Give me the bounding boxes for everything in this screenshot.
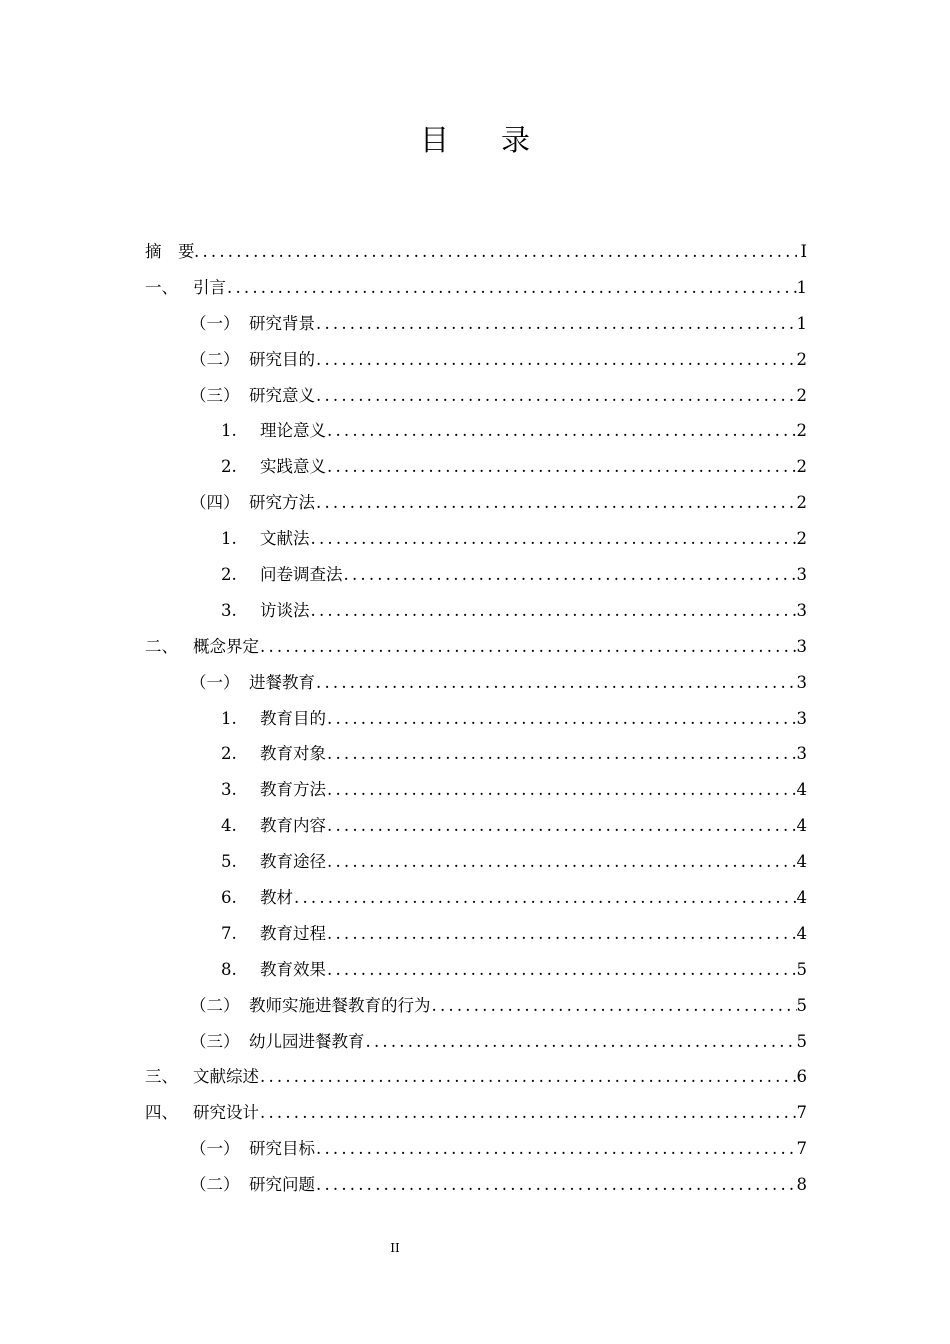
toc-dot-leader bbox=[315, 342, 797, 378]
toc-entry-page: 3 bbox=[796, 672, 807, 692]
toc-entry[interactable] bbox=[145, 701, 807, 737]
toc-entry-number: 5. bbox=[221, 852, 237, 872]
toc-entry-number: （一） bbox=[190, 1139, 240, 1159]
toc-entry[interactable] bbox=[145, 557, 807, 593]
toc-entry-page: 3 bbox=[796, 744, 807, 764]
toc-entry[interactable] bbox=[145, 1024, 807, 1060]
toc-entry[interactable] bbox=[145, 952, 807, 988]
toc-entry-number: （二） bbox=[190, 349, 240, 369]
toc-entry-page: 3 bbox=[796, 600, 807, 620]
toc-dot-leader bbox=[315, 665, 797, 701]
toc-entry-label: 实践意义 bbox=[260, 457, 326, 477]
page-title: 目录 bbox=[419, 123, 582, 157]
toc-dot-leader bbox=[315, 1167, 797, 1203]
toc-entry[interactable] bbox=[145, 988, 807, 1024]
toc-entry[interactable] bbox=[145, 1059, 807, 1095]
toc-dot-leader bbox=[431, 988, 797, 1024]
toc-entry-label: 研究目标 bbox=[249, 1139, 315, 1159]
toc-entry-page: 7 bbox=[796, 1139, 807, 1159]
toc-entry-label: 访谈法 bbox=[260, 600, 310, 620]
toc-entry-page: 2 bbox=[796, 493, 807, 513]
toc-entry-label: 幼儿园进餐教育 bbox=[249, 1031, 365, 1051]
toc-entry-label: 教育途径 bbox=[260, 852, 326, 872]
toc-entry[interactable] bbox=[145, 1167, 807, 1203]
toc-entry-page: 2 bbox=[796, 385, 807, 405]
toc-entry[interactable] bbox=[145, 1095, 807, 1131]
toc-dot-leader bbox=[315, 378, 797, 414]
toc-entry[interactable] bbox=[145, 342, 807, 378]
toc-entry[interactable] bbox=[145, 844, 807, 880]
toc-entry-page: 3 bbox=[796, 565, 807, 585]
toc-entry-page: 2 bbox=[796, 457, 807, 477]
page-number: II bbox=[390, 1241, 400, 1255]
toc-entry-page: 2 bbox=[796, 421, 807, 441]
toc-entry-label: 问卷调查法 bbox=[260, 565, 343, 585]
toc-entry-page: 4 bbox=[796, 852, 807, 872]
toc-dot-leader bbox=[326, 413, 797, 449]
toc-entry-number: （二） bbox=[190, 1175, 240, 1195]
toc-dot-leader bbox=[315, 1131, 797, 1167]
table-of-contents bbox=[145, 234, 807, 1203]
toc-entry-label: 教育方法 bbox=[260, 780, 326, 800]
toc-dot-leader bbox=[365, 1024, 797, 1060]
toc-entry-page: 5 bbox=[796, 995, 807, 1015]
toc-entry-number: （一） bbox=[190, 672, 240, 692]
toc-entry-number: 3. bbox=[221, 780, 237, 800]
toc-entry-number: （三） bbox=[190, 385, 240, 405]
toc-entry-number: 三、 bbox=[145, 1067, 178, 1087]
toc-dot-leader bbox=[310, 593, 797, 629]
toc-entry-label: 教育效果 bbox=[260, 959, 326, 979]
toc-entry-label: 教材 bbox=[260, 888, 293, 908]
toc-dot-leader bbox=[293, 880, 797, 916]
toc-entry-page: 4 bbox=[796, 780, 807, 800]
toc-dot-leader bbox=[226, 270, 797, 306]
toc-entry[interactable] bbox=[145, 378, 807, 414]
toc-entry[interactable] bbox=[145, 234, 807, 270]
toc-entry-label: 研究意义 bbox=[249, 385, 315, 405]
toc-entry-number: （一） bbox=[190, 313, 240, 333]
toc-entry[interactable] bbox=[145, 593, 807, 629]
toc-entry[interactable] bbox=[145, 736, 807, 772]
toc-entry-number: 一、 bbox=[145, 277, 178, 297]
toc-entry-page: 1 bbox=[796, 313, 807, 333]
toc-dot-leader bbox=[326, 736, 797, 772]
toc-entry-label: 文献法 bbox=[260, 529, 310, 549]
toc-entry-label: 研究目的 bbox=[249, 349, 315, 369]
toc-entry-number: 8. bbox=[221, 959, 237, 979]
toc-dot-leader bbox=[326, 916, 797, 952]
toc-entry-page: 5 bbox=[796, 959, 807, 979]
toc-entry[interactable] bbox=[145, 916, 807, 952]
toc-dot-leader bbox=[259, 629, 797, 665]
toc-entry[interactable] bbox=[145, 485, 807, 521]
toc-entry-label: 教育内容 bbox=[260, 816, 326, 836]
toc-entry-page: 8 bbox=[796, 1175, 807, 1195]
toc-dot-leader bbox=[315, 306, 797, 342]
toc-entry-page: 4 bbox=[796, 923, 807, 943]
toc-entry-label: 教育过程 bbox=[260, 923, 326, 943]
toc-entry-number: 摘 要 bbox=[145, 242, 195, 261]
toc-entry-number: 6. bbox=[221, 888, 237, 908]
toc-entry-page: 6 bbox=[796, 1067, 807, 1087]
toc-entry-number: 7. bbox=[221, 923, 237, 943]
toc-entry-page: 4 bbox=[796, 888, 807, 908]
toc-entry-number: 1. bbox=[221, 421, 237, 441]
toc-entry-label: 引言 bbox=[193, 277, 226, 297]
toc-dot-leader bbox=[326, 808, 797, 844]
toc-entry-page: 4 bbox=[796, 816, 807, 836]
toc-entry-label: 研究背景 bbox=[249, 313, 315, 333]
toc-entry-label: 教育对象 bbox=[260, 744, 326, 764]
toc-entry[interactable] bbox=[145, 808, 807, 844]
toc-entry-number: 1. bbox=[221, 708, 237, 728]
toc-entry-number: 2. bbox=[221, 565, 237, 585]
toc-entry-page: 3 bbox=[796, 636, 807, 656]
toc-entry-number: 4. bbox=[221, 816, 237, 836]
toc-entry-label: 研究方法 bbox=[249, 493, 315, 513]
toc-dot-leader bbox=[326, 449, 797, 485]
toc-dot-leader bbox=[343, 557, 797, 593]
toc-entry-label: 理论意义 bbox=[260, 421, 326, 441]
toc-entry[interactable] bbox=[145, 665, 807, 701]
toc-dot-leader bbox=[259, 1095, 797, 1131]
toc-entry[interactable] bbox=[145, 270, 807, 306]
toc-entry-page: 1 bbox=[796, 277, 807, 297]
toc-entry[interactable] bbox=[145, 880, 807, 916]
toc-entry-label: 教师实施进餐教育的行为 bbox=[249, 995, 431, 1015]
toc-entry-page: 7 bbox=[796, 1103, 807, 1123]
toc-entry-number: 二、 bbox=[145, 636, 178, 656]
toc-dot-leader bbox=[310, 521, 797, 557]
toc-entry-number: （二） bbox=[190, 995, 240, 1015]
toc-entry-page: 2 bbox=[796, 529, 807, 549]
toc-entry-page: 2 bbox=[796, 349, 807, 369]
toc-entry-number: 四、 bbox=[145, 1103, 178, 1123]
toc-entry-label: 进餐教育 bbox=[249, 672, 315, 692]
toc-entry-number: 2. bbox=[221, 744, 237, 764]
toc-entry-page: I bbox=[800, 242, 807, 261]
toc-entry-page: 5 bbox=[796, 1031, 807, 1051]
toc-entry-number: 3. bbox=[221, 600, 237, 620]
toc-dot-leader bbox=[326, 772, 797, 808]
toc-dot-leader bbox=[315, 485, 797, 521]
toc-entry-number: 2. bbox=[221, 457, 237, 477]
toc-dot-leader bbox=[326, 844, 797, 880]
toc-entry[interactable] bbox=[145, 521, 807, 557]
toc-entry[interactable] bbox=[145, 629, 807, 665]
toc-entry-number: （三） bbox=[190, 1031, 240, 1051]
toc-entry-number: （四） bbox=[190, 493, 240, 513]
toc-dot-leader bbox=[326, 952, 797, 988]
toc-entry-label: 概念界定 bbox=[193, 636, 259, 656]
toc-dot-leader bbox=[326, 701, 797, 737]
toc-entry-label: 研究设计 bbox=[193, 1103, 259, 1123]
toc-entry-label: 研究问题 bbox=[249, 1175, 315, 1195]
toc-entry[interactable] bbox=[145, 413, 807, 449]
toc-dot-leader bbox=[259, 1059, 797, 1095]
toc-entry[interactable] bbox=[145, 772, 807, 808]
toc-dot-leader bbox=[193, 234, 797, 270]
toc-entry-page: 3 bbox=[796, 708, 807, 728]
toc-entry[interactable] bbox=[145, 306, 807, 342]
toc-entry-label: 文献综述 bbox=[193, 1067, 259, 1087]
toc-entry[interactable] bbox=[145, 1131, 807, 1167]
toc-entry-label: 教育目的 bbox=[260, 708, 326, 728]
toc-entry-number: 1. bbox=[221, 529, 237, 549]
toc-entry[interactable] bbox=[145, 449, 807, 485]
